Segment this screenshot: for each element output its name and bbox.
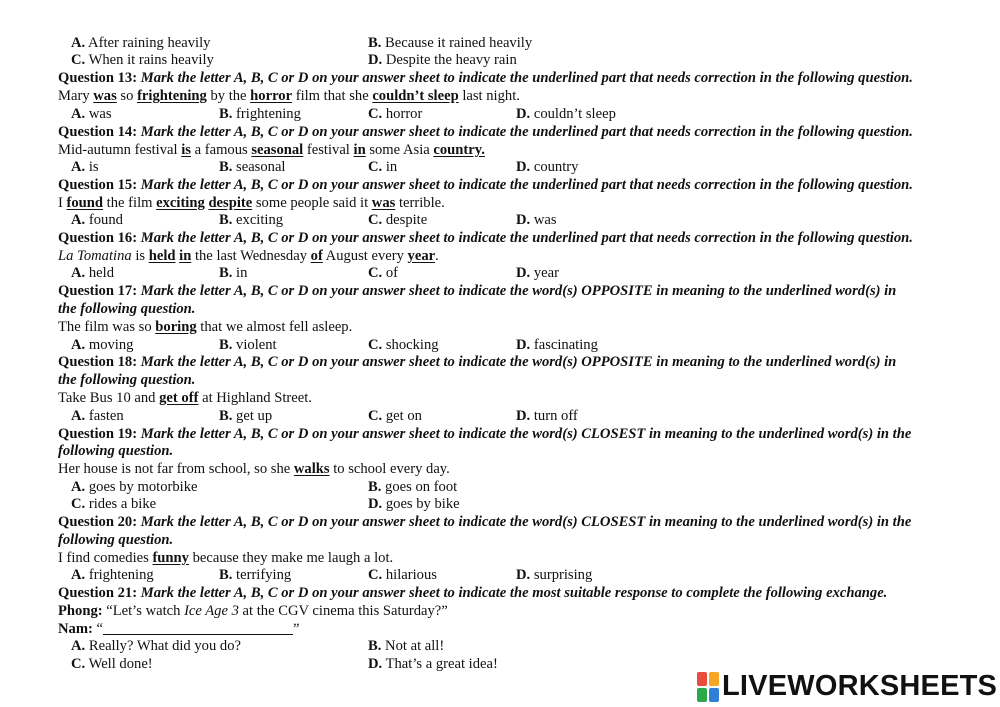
liveworksheets-logo [697, 670, 997, 703]
text-segment: festival [303, 142, 354, 158]
option-letter: B. [219, 408, 233, 424]
option-text: seasonal [236, 159, 286, 175]
underlined-part-b: exciting [156, 195, 205, 211]
q18-option-b [219, 408, 272, 425]
underlined-part-d: was [371, 195, 396, 211]
option-letter: A. [71, 106, 86, 122]
q19-sentence [58, 461, 450, 478]
q15-option-d [516, 212, 557, 229]
logo-square-orange [709, 672, 719, 686]
option-letter: C. [368, 567, 383, 583]
question-instruction: following question. [58, 443, 174, 459]
q14-option-d [516, 159, 578, 176]
option-letter: C. [368, 159, 383, 175]
question-number: Question 19: [58, 426, 138, 442]
q17-option-a [71, 337, 133, 354]
option-text: country [533, 159, 579, 175]
question-instruction: Mark the letter A, B, C or D on your answer sheet to indicate the underlined part that needs correction in the following question. [140, 70, 913, 86]
option-text: surprising [533, 567, 593, 583]
option-letter: B. [219, 106, 233, 122]
q15-sentence [58, 195, 445, 212]
logo-square-green [697, 688, 707, 702]
q20-sentence [58, 550, 393, 567]
option-letter: A. [71, 35, 86, 51]
option-letter: A. [71, 265, 86, 281]
text-segment: is [131, 248, 149, 264]
option-letter: A. [71, 567, 86, 583]
festival-name: La Tomatina [58, 248, 132, 264]
q13-sentence [58, 88, 520, 105]
q19-option-b [368, 479, 457, 496]
q16-heading [58, 230, 913, 247]
option-letter: C. [71, 496, 86, 512]
option-text: fasten [88, 408, 124, 424]
option-letter: B. [219, 567, 233, 583]
option-letter: D. [516, 337, 531, 353]
option-text: horror [385, 106, 423, 122]
q21-option-b [368, 638, 444, 655]
text-segment: I [58, 195, 67, 211]
option-letter: C. [368, 408, 383, 424]
underlined-word: get off [159, 390, 199, 406]
text-segment: . [435, 248, 439, 264]
question-instruction: Mark the letter A, B, C or D on your answer sheet to indicate the word(s) OPPOSITE in meaning to the underlined word(s) in [140, 354, 897, 370]
q14-option-b [219, 159, 286, 176]
option-text: fascinating [533, 337, 598, 353]
speaker-name: Phong: [58, 603, 103, 619]
q21-heading [58, 585, 887, 602]
option-text: When it rains heavily [88, 52, 214, 68]
open-quote: “ [92, 621, 103, 637]
q16-option-b [219, 265, 247, 282]
q21-option-d [368, 656, 498, 673]
option-letter: B. [219, 212, 233, 228]
option-text: was [533, 212, 557, 228]
option-letter: C. [71, 656, 86, 672]
underlined-part-b: frightening [137, 88, 207, 104]
question-number: Question 16: [58, 230, 138, 246]
q19-heading-cont [58, 443, 173, 460]
option-letter: B. [368, 479, 382, 495]
text-segment: to school every day. [329, 461, 450, 477]
q16-option-d [516, 265, 559, 282]
q21-nam-line [58, 621, 299, 638]
q14-option-a [71, 159, 99, 176]
q20-option-d [516, 567, 592, 584]
q20-heading [58, 514, 911, 531]
text-segment: the last Wednesday [191, 248, 311, 264]
option-text: despite [385, 212, 428, 228]
movie-title: Ice Age 3 [184, 603, 239, 619]
q15-option-a [71, 212, 123, 229]
option-text: goes by bike [385, 496, 460, 512]
question-number: Question 21: [58, 585, 138, 601]
question-instruction: Mark the letter A, B, C or D on your answer sheet to indicate the underlined part that needs correction in the following question. [140, 124, 913, 140]
option-text: Well done! [88, 656, 153, 672]
question-instruction: Mark the letter A, B, C or D on your answer sheet to indicate the word(s) OPPOSITE in meaning to the underlined word(s) in [140, 283, 897, 299]
underlined-part-c: despite [208, 195, 253, 211]
q15-option-c [368, 212, 427, 229]
q18-option-d [516, 408, 578, 425]
underlined-word: walks [293, 461, 330, 477]
option-letter: C. [368, 337, 383, 353]
text-segment: August every [322, 248, 408, 264]
underlined-part-a: is [181, 142, 191, 158]
option-text: turn off [533, 408, 578, 424]
q19-heading [58, 426, 911, 443]
option-text: year [533, 265, 559, 281]
text-segment: Her house is not far from school, so she [58, 461, 294, 477]
option-text: of [385, 265, 399, 281]
text-segment: terrible. [395, 195, 445, 211]
q19-option-a [71, 479, 198, 496]
q14-heading [58, 124, 913, 141]
q17-option-c [368, 337, 439, 354]
option-text: hilarious [385, 567, 437, 583]
text-segment: some Asia [365, 142, 434, 158]
q13-heading [58, 70, 913, 87]
close-quote: ” [293, 621, 300, 637]
q16-sentence [58, 248, 439, 265]
q12-option-d [368, 52, 517, 69]
option-text: moving [88, 337, 134, 353]
underlined-part-c: in [353, 142, 366, 158]
option-text: found [88, 212, 123, 228]
option-text: After raining heavily [88, 35, 211, 51]
q18-option-a [71, 408, 124, 425]
underlined-part-a: was [93, 88, 117, 104]
q12-option-c [71, 52, 214, 69]
option-letter: D. [516, 159, 531, 175]
underlined-part-c: horror [250, 88, 293, 104]
option-text: Really? What did you do? [88, 638, 241, 654]
option-letter: A. [71, 479, 86, 495]
q13-option-a [71, 106, 112, 123]
text-segment: by the [206, 88, 251, 104]
q20-option-a [71, 567, 154, 584]
underlined-word: boring [155, 319, 197, 335]
text-segment: at Highland Street. [198, 390, 312, 406]
underlined-part-a: found [66, 195, 104, 211]
option-text: That’s a great idea! [385, 656, 498, 672]
q18-option-c [368, 408, 422, 425]
question-instruction: Mark the letter A, B, C or D on your answer sheet to indicate the word(s) CLOSEST in meaning to the underlined word(s) in the [140, 514, 912, 530]
q14-sentence [58, 142, 485, 159]
q21-option-a [71, 638, 241, 655]
option-letter: D. [516, 265, 531, 281]
option-letter: B. [368, 35, 382, 51]
question-number: Question 13: [58, 70, 138, 86]
text-segment: at the CGV cinema this Saturday?” [238, 603, 448, 619]
option-text: Not at all! [385, 638, 445, 654]
answer-blank [103, 621, 293, 635]
question-number: Question 20: [58, 514, 138, 530]
underlined-word: funny [152, 550, 189, 566]
option-text: frightening [88, 567, 154, 583]
option-letter: C. [71, 52, 86, 68]
option-text: goes on foot [385, 479, 458, 495]
option-letter: A. [71, 337, 86, 353]
q13-option-b [219, 106, 301, 123]
text-segment: so [116, 88, 138, 104]
q17-heading [58, 283, 896, 300]
q17-heading-cont [58, 301, 195, 318]
q21-option-c [71, 656, 153, 673]
option-letter: B. [219, 337, 233, 353]
option-text: get up [236, 408, 273, 424]
text-segment: the film [103, 195, 157, 211]
option-text: in [236, 265, 248, 281]
question-number: Question 18: [58, 354, 138, 370]
speaker-name: Nam: [58, 621, 93, 637]
q18-heading-cont [58, 372, 195, 389]
q20-option-b [219, 567, 291, 584]
option-letter: D. [516, 212, 531, 228]
text-segment: Mid-autumn festival [58, 142, 182, 158]
option-text: terrifying [236, 567, 292, 583]
option-text: exciting [236, 212, 284, 228]
option-letter: D. [368, 656, 383, 672]
question-instruction: the following question. [58, 372, 196, 388]
option-text: couldn’t sleep [533, 106, 616, 122]
option-letter: C. [368, 212, 383, 228]
question-number: Question 17: [58, 283, 138, 299]
option-text: get on [385, 408, 422, 424]
q17-option-d [516, 337, 598, 354]
option-text: held [88, 265, 114, 281]
option-text: violent [236, 337, 277, 353]
q14-option-c [368, 159, 397, 176]
text-segment: film that she [292, 88, 373, 104]
underlined-part-b: seasonal [251, 142, 304, 158]
text-segment: Take Bus 10 and [58, 390, 160, 406]
q21-phong-line [58, 603, 448, 620]
option-text: Because it rained heavily [385, 35, 533, 51]
option-letter: B. [219, 159, 233, 175]
logo-icon [697, 672, 719, 702]
option-letter: D. [368, 52, 383, 68]
underlined-part-a: held [148, 248, 176, 264]
text-segment: a famous [190, 142, 252, 158]
underlined-part-d: couldn’t sleep [372, 88, 459, 104]
question-instruction: following question. [58, 532, 174, 548]
logo-square-red [697, 672, 707, 686]
q19-option-d [368, 496, 460, 513]
option-text: frightening [236, 106, 301, 122]
option-text: is [88, 159, 99, 175]
option-letter: D. [368, 496, 383, 512]
q20-option-c [368, 567, 437, 584]
option-text: rides a bike [88, 496, 157, 512]
q15-option-b [219, 212, 283, 229]
option-letter: D. [516, 567, 531, 583]
underlined-part-d: year [407, 248, 436, 264]
q16-option-c [368, 265, 398, 282]
option-letter: A. [71, 638, 86, 654]
question-instruction: Mark the letter A, B, C or D on your answer sheet to indicate the word(s) CLOSEST in meaning to the underlined word(s) in the [140, 426, 912, 442]
option-letter: A. [71, 212, 86, 228]
text-segment: The film was so [58, 319, 156, 335]
q18-heading [58, 354, 896, 371]
text-segment: “Let’s watch [102, 603, 185, 619]
option-letter: B. [368, 638, 382, 654]
option-letter: A. [71, 159, 86, 175]
option-text: goes by motorbike [88, 479, 198, 495]
question-instruction: the following question. [58, 301, 196, 317]
option-letter: A. [71, 408, 86, 424]
option-letter: B. [219, 265, 233, 281]
option-text: was [88, 106, 112, 122]
option-text: shocking [385, 337, 439, 353]
q20-heading-cont [58, 532, 173, 549]
q18-sentence [58, 390, 312, 407]
q17-option-b [219, 337, 277, 354]
q16-option-a [71, 265, 114, 282]
option-letter: D. [516, 408, 531, 424]
text-segment: I find comedies [58, 550, 153, 566]
q17-sentence [58, 319, 352, 336]
option-letter: D. [516, 106, 531, 122]
underlined-part-c: of [310, 248, 323, 264]
option-letter: C. [368, 106, 383, 122]
option-letter: C. [368, 265, 383, 281]
underlined-part-d: country. [433, 142, 485, 158]
question-number: Question 15: [58, 177, 138, 193]
question-instruction: Mark the letter A, B, C or D on your answer sheet to indicate the most suitable response to complete the following exchange. [140, 585, 888, 601]
logo-square-blue [709, 688, 719, 702]
q12-option-b [368, 35, 532, 52]
text-segment: because they make me laugh a lot. [188, 550, 394, 566]
text-segment: Mary [58, 88, 94, 104]
underlined-part-b: in [179, 248, 192, 264]
text-segment: some people said it [252, 195, 372, 211]
option-text: Despite the heavy rain [385, 52, 517, 68]
option-text: in [385, 159, 398, 175]
logo-text: LIVEWORKSHEETS [722, 670, 998, 702]
question-number: Question 14: [58, 124, 138, 140]
q19-option-c [71, 496, 156, 513]
question-instruction: Mark the letter A, B, C or D on your answer sheet to indicate the underlined part that needs correction in the following question. [140, 177, 913, 193]
q13-option-d [516, 106, 616, 123]
text-segment: that we almost fell asleep. [196, 319, 353, 335]
q12-option-a [71, 35, 210, 52]
text-segment: last night. [458, 88, 520, 104]
question-instruction: Mark the letter A, B, C or D on your answer sheet to indicate the underlined part that needs correction in the following question. [140, 230, 913, 246]
q13-option-c [368, 106, 422, 123]
q15-heading [58, 177, 913, 194]
